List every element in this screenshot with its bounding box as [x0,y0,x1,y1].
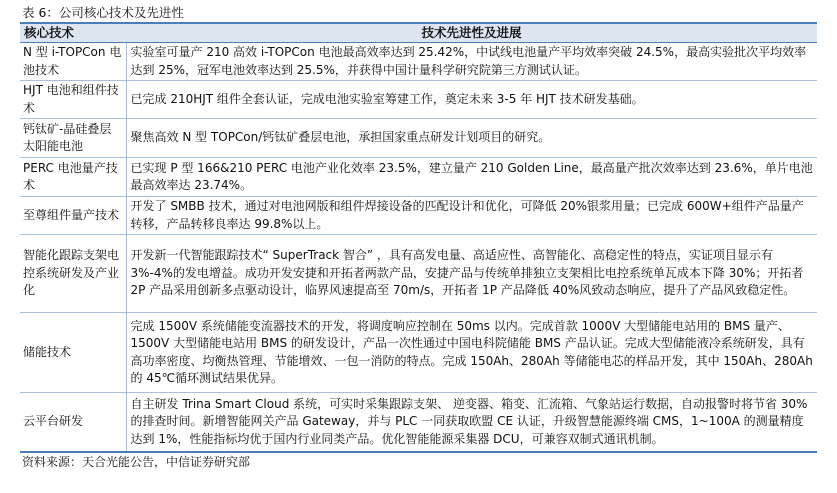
header-advancement-progress: 技术先进性及进展 [126,24,817,43]
technology-description: 开发新一代智能跟踪技术“ SuperTrack 智合” ，具有高发电量、高适应性、高智能化、高稳定性的特点，实证项目显示有 3%-4%的发电增益。成功开发安捷和开拓者两款产品，安捷产品与传统单排独立支架相比电控系统单瓦成本下降 30%；开拓者 2P 产品采用创新多点驱动设计，临界风速提高至 70m/s，开拓者 1P 产品降低 40%风致动态响应，提升了产品风致稳定性。 [126,235,817,313]
header-core-technology: 核心技术 [20,24,126,43]
technology-name: 储能技术 [20,313,126,393]
technology-description: 已实现 P 型 166&210 PERC 电池产业化效率 23.5%，建立量产 210 Golden Line，最高量产批次效率达到 23.6%，单片电池最高效率达 23.74%。 [126,158,817,197]
technology-description: 开发了 SMBB 技术，通过对电池网版和组件焊接设备的匹配设计和优化，可降低 20%银浆用量；已完成 600W+组件产品量产转移，产品转移良率达 99.8%以上。 [126,197,817,235]
technology-name: 云平台研发 [20,393,126,452]
technology-description: 完成 1500V 系统储能变流器技术的开发，将调度响应控制在 50ms 以内。完成首款 1000V 大型储能电站用的 BMS 量产、1500V 大型储能电站用 BMS 的研发设计，产品一次性通过中国电科院储能 BMS 产品认证。完成大型储能液冷系统研发，具有高功率密度、均衡热管理、节能增效、一包一消防的特点。完成 150Ah、280Ah 等储能电芯的样品开发，其中 150Ah、280Ah 的 45℃循环测试结果优异。 [126,313,817,393]
table-row [20,43,817,81]
technology-name: 至尊组件量产技术 [20,197,126,235]
table-header-row [20,24,817,43]
table-row [20,158,817,197]
technology-description: 聚焦高效 N 型 TOPCon/钙钛矿叠层电池，承担国家重点研发计划项目的研究。 [126,119,817,158]
table-row [20,81,817,119]
technology-description: 已完成 210HJT 组件全套认证，完成电池实验室筹建工作，奠定未来 3-5 年 HJT 技术研发基础。 [126,81,817,119]
technology-name: PERC 电池量产技术 [20,158,126,197]
table-caption: 表 6：公司核心技术及先进性 [20,4,817,24]
table-row [20,235,817,313]
core-technology-table [20,24,817,453]
table-row [20,197,817,235]
document-page [20,4,817,471]
table-row [20,313,817,393]
technology-description: 自主研发 Trina Smart Cloud 系统，可实时采集跟踪支架、 逆变器、箱变、汇流箱、气象站运行数据，自动报警时将节省 30%的排查时间。新增智能网关产品 Gateway，并与 PLC 一同获取欧盟 CE 认证，升级智慧能源终端 CMS，1~100A 的测量精度达到 1%，性能指标均优于国内行业同类产品。优化智能能源采集器 DCU，可兼容双制式通讯机制。 [126,393,817,452]
technology-name: 智能化跟踪支架电控系统研发及产业化 [20,235,126,313]
technology-name: 钙钛矿-晶硅叠层太阳能电池 [20,119,126,158]
technology-description: 实验室可量产 210 高效 i-TOPCon 电池最高效率达到 25.42%，中试线电池量产平均效率突破 24.5%，最高实验批次平均效率达到 25%，冠军电池效率达到 25.5%，并获得中国计量科学研究院第三方测试认证。 [126,43,817,81]
technology-name: HJT 电池和组件技术 [20,81,126,119]
table-row [20,393,817,452]
technology-name: N 型 i-TOPCon 电池技术 [20,43,126,81]
table-row [20,119,817,158]
source-note: 资料来源：天合光能公告，中信证券研究部 [22,454,251,469]
